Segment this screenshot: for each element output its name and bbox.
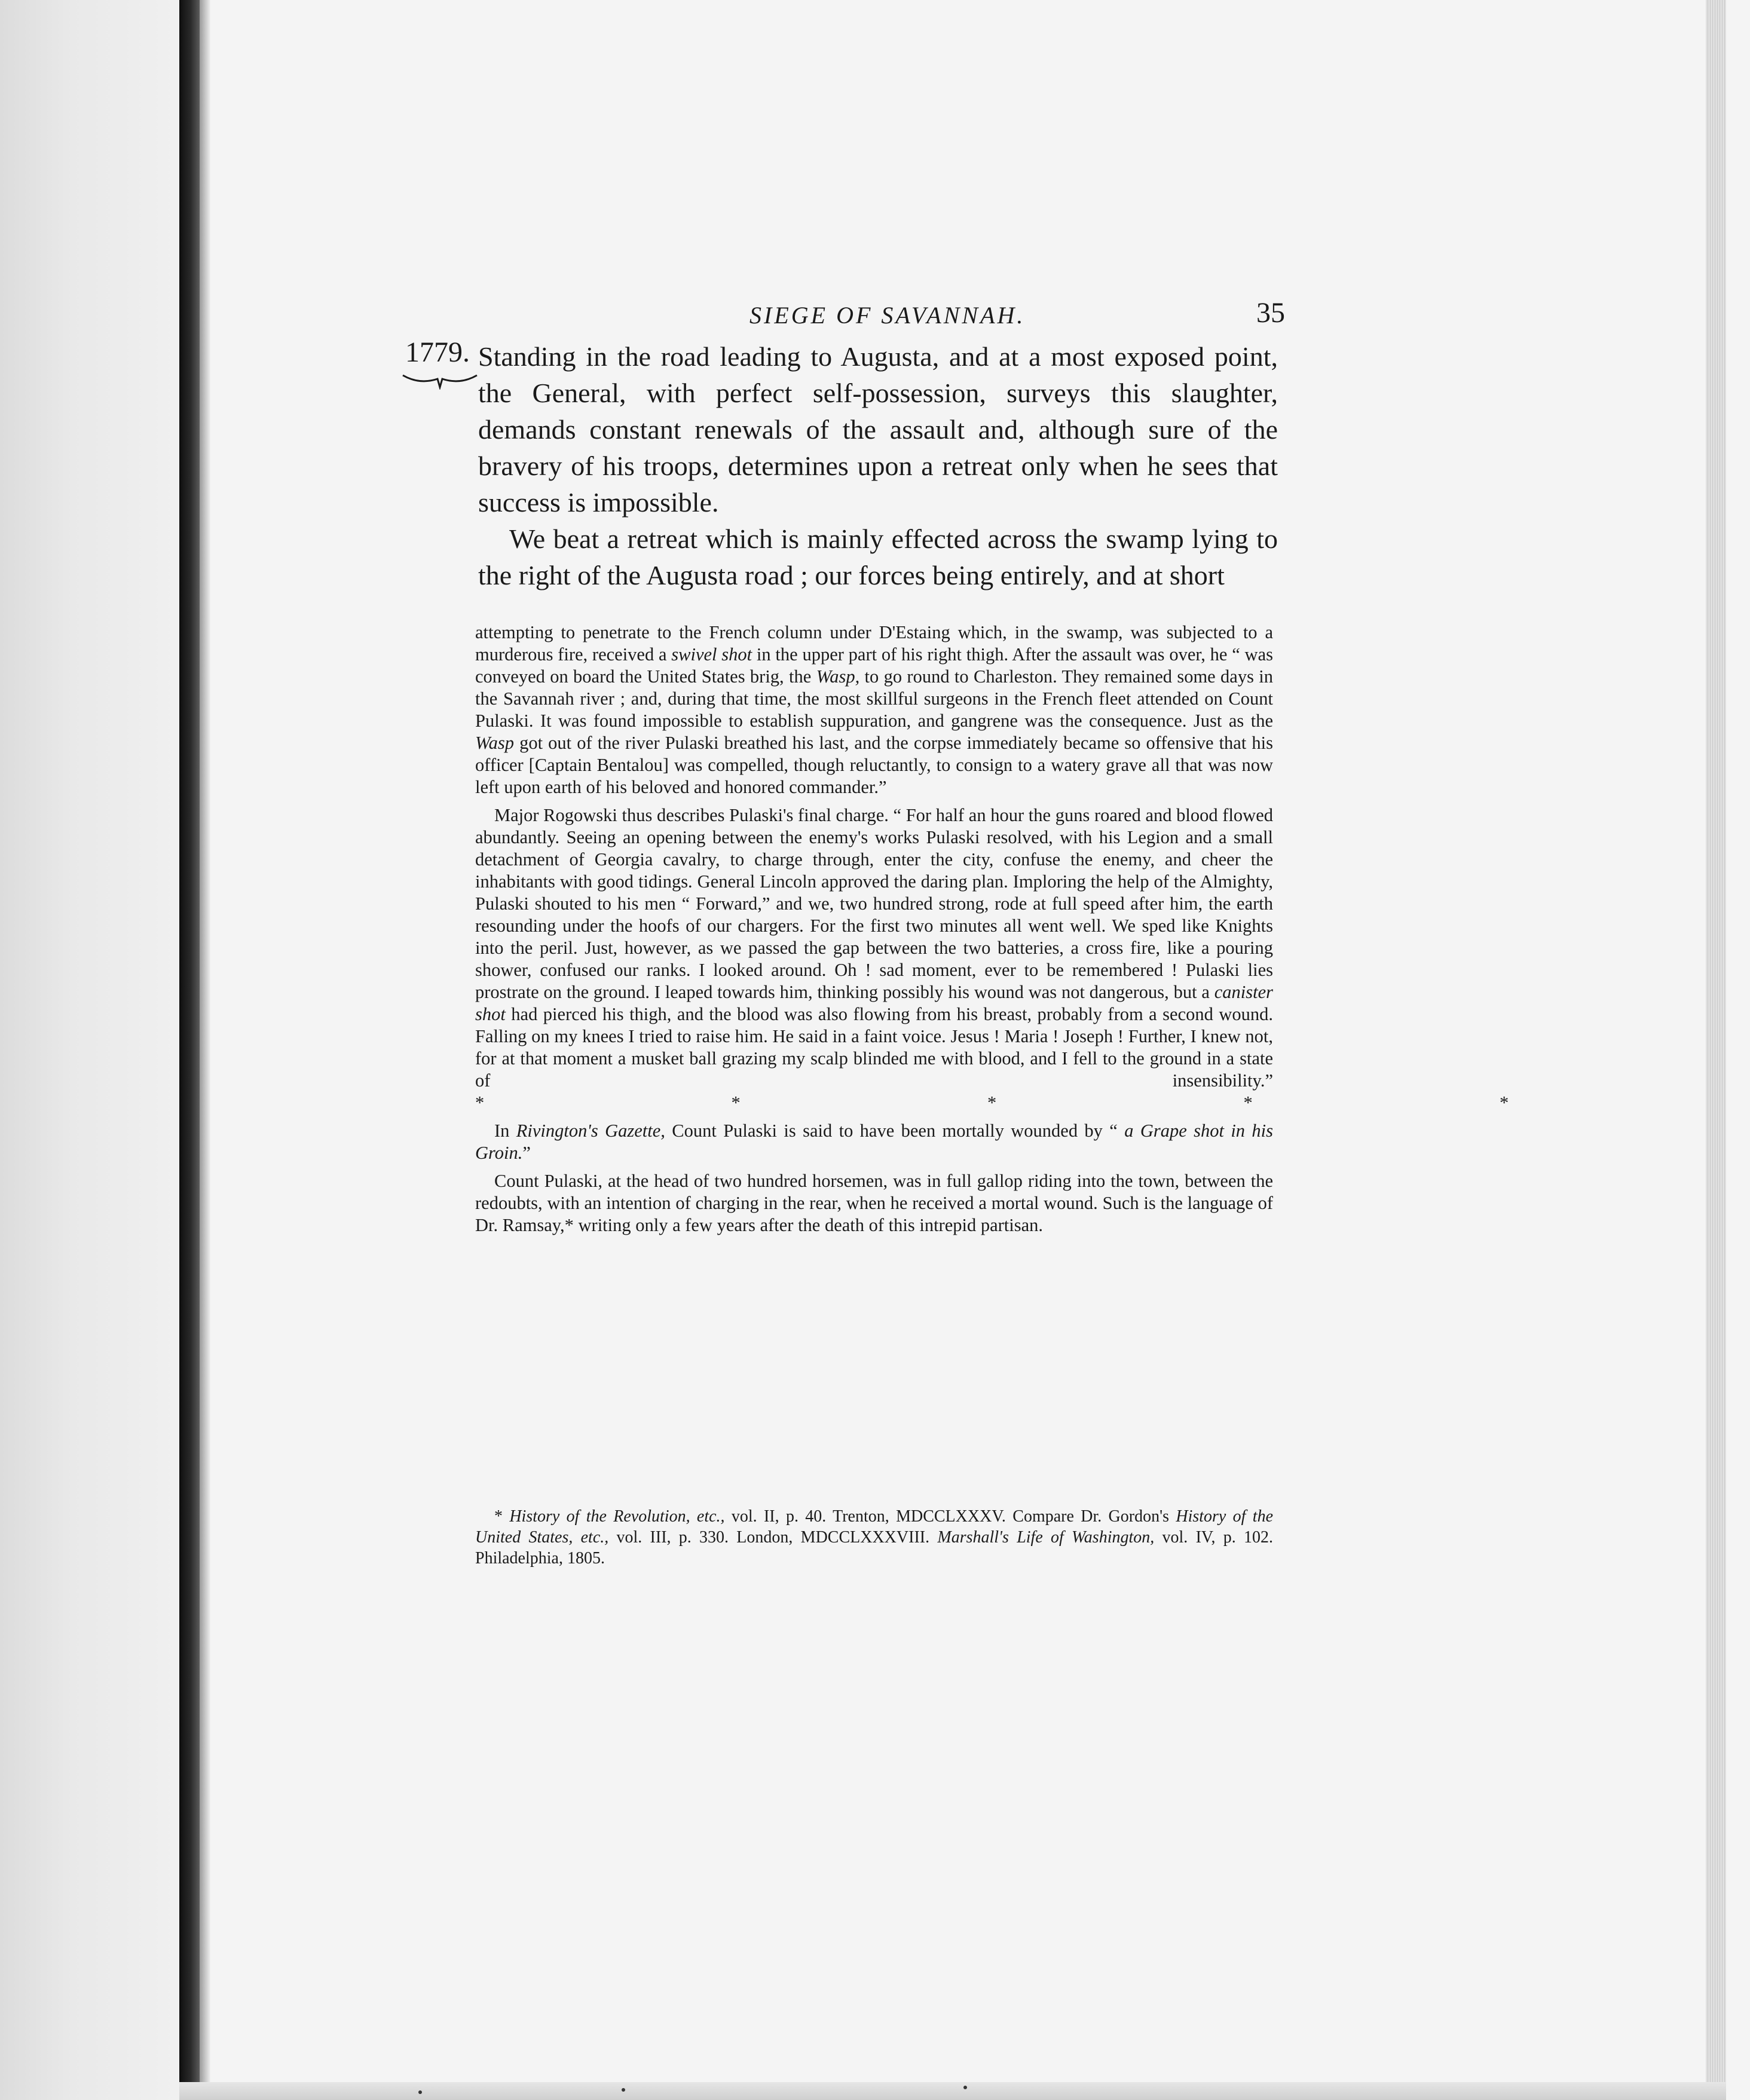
footnote-text: vol. II, p. 40. Trenton, — [724, 1507, 897, 1526]
note-paragraph — [475, 1170, 1273, 1236]
bottom-page-edge — [179, 2082, 1726, 2100]
binding-edge — [200, 0, 210, 2100]
note-paragraph — [475, 622, 1273, 798]
note-italic: Wasp — [475, 733, 514, 753]
body-paragraph: Standing in the road leading to Augusta, and at a most exposed point, the General, with perfect self-possession, surveys this slaughter, demands constant renewals of the assault and, although sure of the bravery of his troops, determines upon a retreat only when he sees that success is impossible. — [478, 341, 1278, 518]
footnote-smallcaps: MDCCLXXXV. — [896, 1507, 1006, 1526]
note-text: attempting to penetrate to the French column under D'Estaing which, in the swamp, was subjected to a murderous fire, received a — [475, 622, 1273, 665]
scan-left-background — [0, 0, 179, 2100]
footnote-text — [929, 1528, 937, 1547]
note-paragraph — [475, 1120, 1273, 1164]
margin-year: 1779. — [405, 336, 470, 368]
scan-speck — [963, 2086, 967, 2089]
page-header — [406, 292, 1285, 339]
footnote-italic: Marshall's Life of Washington, — [937, 1528, 1155, 1547]
note-text: In — [494, 1121, 516, 1141]
page-number: 35 — [1256, 297, 1285, 329]
scan-speck — [622, 2088, 625, 2092]
footnote-italic: History of the United States, etc., — [475, 1507, 1273, 1547]
note-text: Count Pulaski is said to have been mortally wounded by “ — [665, 1121, 1125, 1141]
footnote-text: vol. III, p. 330. London, — [608, 1528, 801, 1547]
note-paragraph — [475, 804, 1513, 1114]
year-brace-icon — [402, 372, 478, 390]
note-italic: canister shot — [475, 982, 1273, 1024]
note-text: to go round to Charleston. They remained some days in the Savannah river ; and, during that time, the most skillful surgeons in the French fleet attended on Count Pulaski. It was found impossible to establish suppuration, and gangrene was the consequence. Just as the — [475, 666, 1274, 731]
note-text: had pierced his thigh, and the blood was also flowing from his breast, probably from a second wound. Falling on my knees I tried to raise him. He said in a faint voice. Jesus ! Maria ! Joseph ! Further, I knew not, for at that moment a musket ball grazing my scalp blinded me with blood, and I fell to the ground in a state of insensibility.” — [475, 1004, 1273, 1091]
notes-section — [475, 622, 1513, 1242]
note-text: in the upper part of his right thigh. After the assault was over, he “ was conveyed on board the United States brig, the — [475, 644, 1273, 687]
book-binding-shadow — [179, 0, 200, 2100]
running-head: SIEGE OF SAVANNAH. — [749, 302, 1026, 329]
footnote-paragraph — [475, 1506, 1273, 1569]
note-text: Major Rogowski thus describes Pulaski's final charge. “ For half an hour the guns roared and blood flowed abundantly. Seeing an opening between the enemy's works Pulaski resolved, with his Legion and a small detachment of Georgia cavalry, to charge through, enter the city, confuse the enemy, and cheer the inhabitants with good tidings. General Lincoln approved the daring plan. Imploring the help of the Almighty, Pulaski shouted to his men “ Forward,” and we, two hundred strong, rode at full speed after him, the earth resounding under the hoofs of our chargers. For the first two minutes all went well. We sped like Knights into the peril. Just, however, as we passed the gap between the two batteries, a cross fire, like a pouring shower, confused our ranks. I looked around. Oh ! sad moment, ever to be remembered ! Pulaski lies prostrate on the ground. I leaped towards him, thinking possibly his wound was not dangerous, but a — [475, 805, 1273, 1002]
note-stars: * * * * * — [475, 1092, 1513, 1113]
body-text — [478, 338, 1278, 593]
note-italic: Wasp, — [816, 666, 860, 687]
body-paragraph: We beat a retreat which is mainly effected across the swamp lying to the right of the Augusta road ; our forces being entirely, and at short — [478, 524, 1278, 590]
note-text: Count Pulaski, at the head of two hundred horsemen, was in full gallop riding into the town, between the redoubts, with an intention of charging in the rear, when he received a mortal wound. Such is the language of Dr. Ramsay,* writing only a few years after the death of this intrepid partisan. — [475, 1171, 1273, 1235]
note-text: got out of the river Pulaski breathed his last, and the corpse immediately became so offensive that his officer [Captain Bentalou] was compelled, though reluctantly, to consign to a watery grave all that was now left upon earth of his beloved and honored commander.” — [475, 733, 1273, 797]
footnote-italic: History of the Revolution, etc., — [509, 1507, 725, 1526]
footnote — [475, 1506, 1273, 1569]
note-italic: a Grape shot in his Groin. — [475, 1121, 1273, 1163]
note-italic: swivel shot — [671, 644, 752, 665]
note-text: ” — [522, 1143, 531, 1163]
note-italic: Rivington's Gazette, — [516, 1121, 665, 1141]
footnote-smallcaps: MDCCLXXXVIII. — [800, 1528, 930, 1547]
page-edges — [1706, 0, 1726, 2100]
scan-speck — [418, 2090, 422, 2094]
footnote-text: vol. IV, p. 102. Philadelphia, 1805. — [475, 1528, 1274, 1568]
footnote-marker: * — [494, 1507, 510, 1526]
footnote-text: Compare Dr. Gordon's — [1005, 1507, 1176, 1526]
